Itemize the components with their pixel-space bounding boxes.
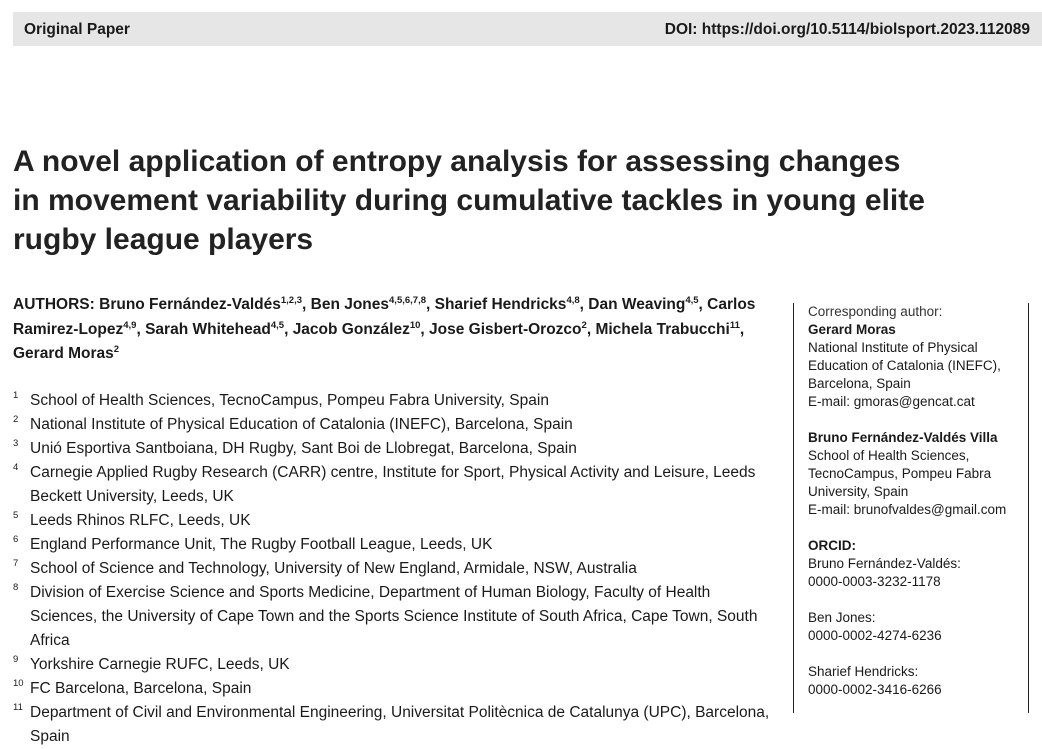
author-name: Dan Weaving [588, 296, 686, 313]
orcid-entry [808, 555, 1026, 591]
affiliation-item [13, 653, 773, 677]
affiliation-number: 6 [13, 534, 19, 545]
title-line: A novel application of entropy analysis for assessing changes [13, 145, 901, 178]
address-line: TecnoCampus, Pompeu Fabra [808, 466, 992, 481]
paper-title [13, 142, 1023, 259]
section-label: Original Paper [24, 21, 130, 38]
doi-link[interactable]: DOI: https://doi.org/10.5114/biolsport.2023.112089 [664, 21, 1030, 38]
author-name: Jose Gisbert-Orozco [429, 320, 582, 338]
affiliation-item [13, 413, 773, 437]
author-affil-ref: 2 [581, 319, 587, 331]
authors-label: AUTHORS: [13, 296, 95, 313]
orcid-entry [808, 609, 1026, 645]
affiliation-item [13, 557, 773, 581]
author-name: Gerard Moras [13, 345, 114, 362]
address-line: National Institute of Physical [808, 340, 978, 355]
author-affil-ref: 11 [729, 319, 740, 331]
second-author-block [808, 429, 1026, 519]
affiliation-number: 7 [13, 558, 19, 569]
author-affil-ref: 1,2,3 [280, 295, 302, 306]
author-name: Ben Jones [310, 296, 390, 313]
orcid-id[interactable]: 0000-0002-3416-6266 [808, 682, 942, 697]
corresponding-label: Corresponding author: [808, 304, 943, 319]
address-line: University, Spain [808, 484, 909, 499]
author-affil-ref: 4,8 [566, 295, 580, 306]
orcid-name: Bruno Fernández-Valdés: [808, 556, 961, 571]
author-affil-ref: 4,5 [270, 319, 285, 331]
affiliation-number: 10 [13, 678, 24, 689]
affiliation-item [13, 581, 773, 653]
second-author-name: Bruno Fernández-Valdés Villa [808, 430, 998, 445]
affiliation-text: Leeds Rhinos RLFC, Leeds, UK [30, 512, 251, 529]
author-name: Carlos Ramirez-Lopez [13, 296, 756, 338]
affiliation-number: 9 [13, 654, 19, 665]
author-name: Jacob González [292, 320, 410, 338]
author-affil-ref: 10 [409, 319, 421, 331]
email-line[interactable]: E-mail: brunofvaldes@gmail.com [808, 502, 1007, 517]
affiliation-item [13, 389, 773, 413]
author-name: Michela Trabucchi [595, 320, 730, 338]
affiliation-text: Carnegie Applied Rugby Research (CARR) centre, Institute for Sport, Physical Activity and Leisure, Leeds Beckett University, Leeds, UK [30, 464, 756, 505]
orcid-heading: ORCID: [808, 538, 856, 553]
affiliation-text: School of Science and Technology, University of New England, Armidale, NSW, Australia [30, 560, 637, 577]
affiliation-number: 5 [13, 510, 19, 521]
author-affil-ref: 4,9 [123, 319, 137, 331]
affiliation-item [13, 437, 773, 461]
corresponding-author-block [808, 303, 1026, 411]
address-line: Barcelona, Spain [808, 376, 911, 391]
orcid-entry [808, 663, 1026, 699]
orcid-name: Sharief Hendricks: [808, 664, 919, 679]
author-affil-ref: 4,5 [685, 295, 699, 306]
affiliation-item [13, 701, 773, 749]
affiliation-number: 1 [13, 390, 19, 401]
author-affil-ref: 2 [113, 344, 120, 355]
affiliation-number: 8 [13, 582, 19, 593]
author-name: Sharief Hendricks [434, 296, 567, 313]
affiliation-text: Unió Esportiva Santboiana, DH Rugby, Sant Boi de Llobregat, Barcelona, Spain [30, 440, 577, 457]
affiliation-text: Yorkshire Carnegie RUFC, Leeds, UK [30, 656, 290, 673]
address-line: School of Health Sciences, [808, 448, 970, 463]
affiliation-text: FC Barcelona, Barcelona, Spain [30, 680, 252, 697]
affiliation-text: Division of Exercise Science and Sports Medicine, Department of Human Biology, Faculty of Health Sciences, the University of Cape Town and the Sports Science Institute of South Africa, Cape Town, South Africa [30, 584, 758, 649]
email-line[interactable]: E-mail: gmoras@gencat.cat [808, 394, 975, 409]
affiliation-text: School of Health Sciences, TecnoCampus, Pompeu Fabra University, Spain [30, 392, 549, 409]
address-line: Education of Catalonia (INEFC), [808, 358, 1001, 373]
author-name: Bruno Fernández-Valdés [99, 296, 281, 313]
affiliation-number: 2 [13, 414, 19, 425]
affiliation-number: 11 [13, 702, 23, 713]
orcid-name: Ben Jones: [808, 610, 876, 625]
affiliation-number: 4 [13, 462, 19, 473]
author-affil-ref: 4,5,6,7,8 [389, 295, 426, 306]
author-list: AUTHORS: Bruno Fernández-Valdés$^{1,2,3}$, Ben Jones$^{4,5,6,7,8}$, Sharief Hendricks$^{4,8}$, Dan Weaving$^{4,5}$, Carlos Ramirez-Lopez$^{4,9}$, Sarah Whitehead$^{4,5}$, Jacob González$^{10}$, Jose Gisbert-Orozco$^2$, Michela Trabucchi$^{11}$, Gerard Moras$^2$ [13, 295, 756, 362]
title-line: rugby league players [13, 223, 314, 256]
sidebar-box [793, 303, 1029, 713]
orcid-id[interactable]: 0000-0002-4274-6236 [808, 628, 942, 643]
affiliation-list [13, 389, 773, 749]
affiliation-item [13, 461, 773, 509]
orcid-id[interactable]: 0000-0003-3232-1178 [808, 574, 941, 589]
affiliation-text: England Performance Unit, The Rugby Football League, Leeds, UK [30, 536, 493, 553]
affiliation-item [13, 677, 773, 701]
affiliation-number: 3 [13, 438, 19, 449]
corresponding-name: Gerard Moras [808, 322, 896, 337]
affiliation-text: National Institute of Physical Education of Catalonia (INEFC), Barcelona, Spain [30, 416, 573, 433]
author-name: Sarah Whitehead [145, 320, 271, 338]
affiliation-text: Department of Civil and Environmental Engineering, Universitat Politècnica de Catalunya (UPC), Barcelona, Spain [30, 704, 770, 745]
title-line: in movement variability during cumulative tackles in young elite [13, 184, 925, 217]
affiliation-item [13, 509, 773, 533]
header-bar [13, 12, 1042, 46]
affiliation-item [13, 533, 773, 557]
